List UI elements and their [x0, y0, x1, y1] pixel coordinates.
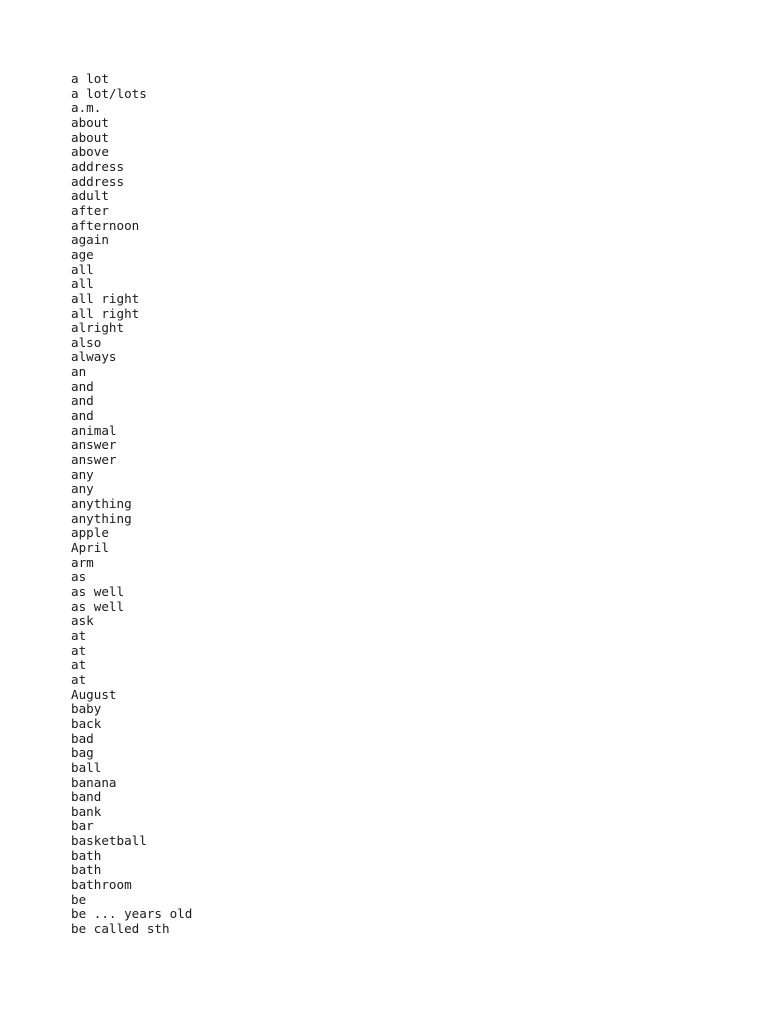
word-list-item: band [71, 789, 102, 805]
word-list-item: basketball [71, 833, 147, 849]
word-list-item: address [71, 158, 125, 174]
word-list-item: all right [71, 290, 140, 306]
word-list-item: an [71, 364, 87, 380]
word-list-item: bag [71, 745, 94, 761]
word-list-item: be ... years old [71, 906, 193, 922]
word-list-item: back [71, 715, 102, 731]
word-list-item: arm [71, 554, 94, 570]
word-list-item: August [71, 686, 117, 702]
word-list-item: a.m. [71, 100, 102, 116]
word-list-item: and [71, 408, 94, 424]
word-list-item: all [71, 261, 94, 277]
word-list-item: at [71, 657, 87, 673]
word-list-item: above [71, 144, 109, 160]
word-list-item: banana [71, 774, 117, 790]
word-list-item: and [71, 378, 94, 394]
word-list-item: alright [71, 320, 125, 336]
word-list-item: bank [71, 803, 102, 819]
word-list-item: adult [71, 188, 109, 204]
word-list-item: animal [71, 422, 117, 438]
word-list-item: any [71, 481, 94, 497]
word-list-item: ask [71, 613, 94, 629]
word-list-item: about [71, 114, 109, 130]
word-list-item: any [71, 466, 94, 482]
word-list-item: bath [71, 847, 102, 863]
word-list-item: be called sth [71, 921, 170, 937]
word-list-item: anything [71, 496, 132, 512]
word-list-item: and [71, 393, 94, 409]
word-list-item: after [71, 202, 109, 218]
word-list-item: age [71, 246, 94, 262]
word-list-item: bad [71, 730, 94, 746]
word-list-item: bar [71, 818, 94, 834]
word-list-item: baby [71, 701, 102, 717]
word-list-item: afternoon [71, 217, 140, 233]
word-list-item: bathroom [71, 877, 132, 893]
word-list-item: always [71, 349, 117, 365]
word-list-item: answer [71, 452, 117, 468]
word-list-item: answer [71, 437, 117, 453]
word-list-item: also [71, 334, 102, 350]
word-list-item: again [71, 232, 109, 248]
word-list-item: at [71, 627, 87, 643]
word-list-item: as well [71, 598, 125, 614]
word-list-item: anything [71, 510, 132, 526]
word-list-item: address [71, 173, 125, 189]
word-list-item: a lot [71, 71, 109, 86]
word-list-item: a lot/lots [71, 85, 147, 101]
word-list-item: be [71, 891, 87, 907]
word-list-item: all [71, 276, 94, 292]
word-list-item: at [71, 642, 87, 658]
word-list-item: as [71, 569, 87, 585]
word-list-item: ball [71, 759, 102, 775]
word-list-item: about [71, 129, 109, 145]
word-list-item: bath [71, 862, 102, 878]
word-list [71, 72, 192, 937]
word-list-item: all right [71, 305, 140, 321]
word-list-item: April [71, 540, 109, 555]
word-list-item: at [71, 671, 87, 687]
word-list-item: as well [71, 583, 125, 599]
word-list-item: apple [71, 525, 109, 541]
